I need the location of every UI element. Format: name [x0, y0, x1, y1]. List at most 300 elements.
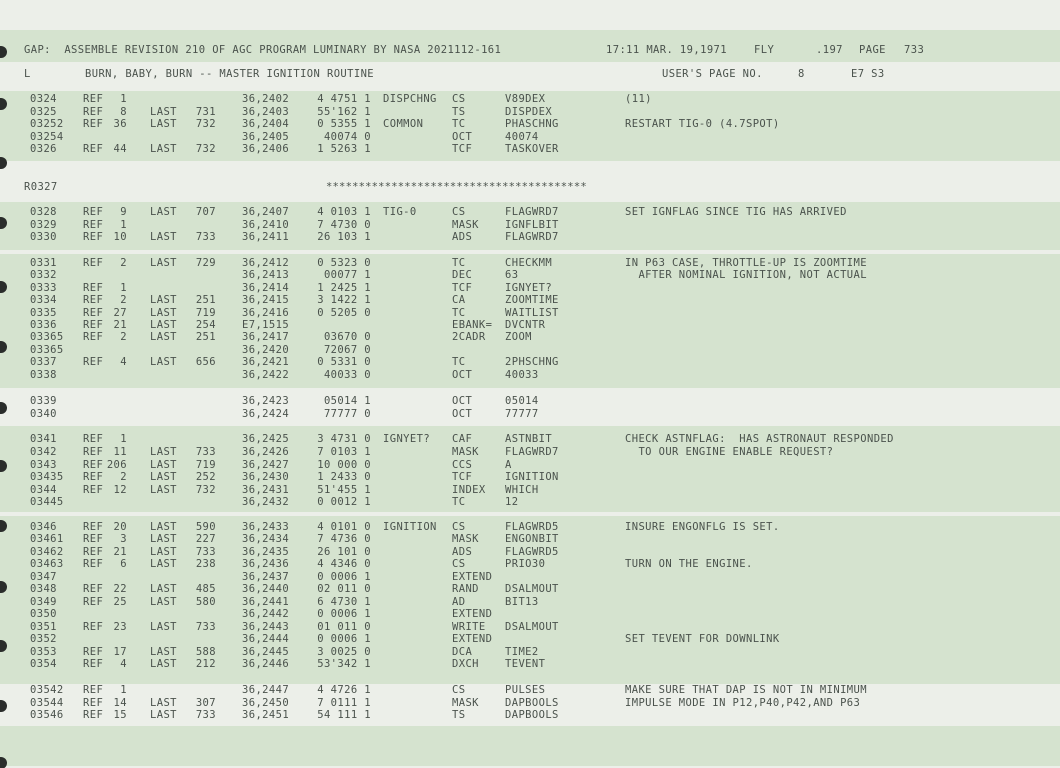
cell-refn: 9	[120, 206, 127, 218]
cell-op: EXTEND	[452, 633, 493, 645]
listing-row	[0, 621, 1040, 633]
cell-addr: 36,2447	[242, 684, 290, 696]
cell-line: 0354	[30, 658, 57, 670]
cell-ref: REF	[83, 709, 104, 721]
cell-operand: TIME2	[505, 646, 539, 658]
cell-addr: 36,2446	[242, 658, 290, 670]
cell-addr: 36,2430	[242, 471, 290, 483]
subheader-title: BURN, BABY, BURN -- MASTER IGNITION ROUTINE	[85, 68, 375, 80]
cell-refn: 10	[113, 231, 127, 243]
cell-lastn: 238	[195, 558, 216, 570]
listing-row	[0, 697, 1040, 709]
cell-operand: BIT13	[505, 596, 539, 608]
cell-operand: DSALMOUT	[505, 583, 559, 595]
cell-operand: ASTNBIT	[505, 433, 553, 445]
cell-lastn: 732	[195, 118, 216, 130]
cell-label: DISPCHNG	[383, 93, 437, 105]
cell-operand: 05014	[505, 395, 539, 407]
cell-ref: REF	[83, 596, 104, 608]
cell-refn: 1	[120, 433, 127, 445]
cell-word: 05014 1	[323, 395, 371, 407]
cell-operand: 2PHSCHNG	[505, 356, 559, 368]
cell-comment: INSURE ENGONFLG IS SET.	[625, 521, 780, 533]
cell-ref: REF	[83, 484, 104, 496]
header-version: .197	[816, 44, 843, 56]
cell-operand: WAITLIST	[505, 307, 559, 319]
cell-op: CS	[452, 93, 466, 105]
cell-refn: 22	[113, 583, 127, 595]
listing-row	[0, 219, 1040, 231]
green-band	[0, 726, 1060, 766]
cell-addr: 36,2437	[242, 571, 290, 583]
cell-refn: 6	[120, 558, 127, 570]
cell-ref: REF	[83, 621, 104, 633]
cell-op: OCT	[452, 395, 473, 407]
cell-addr: 36,2433	[242, 521, 290, 533]
cell-operand: ZOOMTIME	[505, 294, 559, 306]
cell-word: 7 4730 0	[317, 219, 371, 231]
cell-op: MASK	[452, 446, 479, 458]
listing-row	[0, 496, 1040, 508]
listing-row	[0, 106, 1040, 118]
cell-lastn: 707	[195, 206, 216, 218]
cell-ref: REF	[83, 143, 104, 155]
cell-lastn: 212	[195, 658, 216, 670]
cell-ref: REF	[83, 231, 104, 243]
cell-word: 40033 0	[323, 369, 371, 381]
cell-operand: PRIO30	[505, 558, 546, 570]
listing-row	[0, 633, 1040, 645]
cell-word: 10 000 0	[317, 459, 371, 471]
cell-line: 0335	[30, 307, 57, 319]
cell-label: IGNYET?	[383, 433, 431, 445]
cell-line: 0348	[30, 583, 57, 595]
cell-lastn: 733	[195, 709, 216, 721]
cell-operand: ZOOM	[505, 331, 532, 343]
cell-op: EXTEND	[452, 608, 493, 620]
cell-last: LAST	[150, 356, 177, 368]
cell-operand: IGNITION	[505, 471, 559, 483]
cell-word: 3 0025 0	[317, 646, 371, 658]
cell-addr: 36,2403	[242, 106, 290, 118]
cell-addr: 36,2402	[242, 93, 290, 105]
cell-word: 4 0103 1	[317, 206, 371, 218]
cell-line: 0328	[30, 206, 57, 218]
listing-row	[0, 558, 1040, 570]
users-page-number: 8	[798, 68, 805, 80]
cell-word: 7 0111 1	[317, 697, 371, 709]
cell-addr: 36,2412	[242, 257, 290, 269]
cell-refn: 14	[113, 697, 127, 709]
cell-line: 03462	[30, 546, 64, 558]
cell-label: IGNITION	[383, 521, 437, 533]
cell-op: DEC	[452, 269, 473, 281]
cell-op: MASK	[452, 219, 479, 231]
cell-addr: 36,2435	[242, 546, 290, 558]
cell-addr: 36,2413	[242, 269, 290, 281]
cell-addr: 36,2434	[242, 533, 290, 545]
cell-word: 0 5205 0	[317, 307, 371, 319]
listing-row	[0, 596, 1040, 608]
cell-line: 0346	[30, 521, 57, 533]
cell-operand: DSALMOUT	[505, 621, 559, 633]
cell-addr: 36,2406	[242, 143, 290, 155]
cell-addr: 36,2443	[242, 621, 290, 633]
cell-last: LAST	[150, 646, 177, 658]
cell-line: 03546	[30, 709, 64, 721]
cell-addr: 36,2422	[242, 369, 290, 381]
cell-word: 4 4726 1	[317, 684, 371, 696]
cell-word: 0 0012 1	[317, 496, 371, 508]
cell-operand: PHASCHNG	[505, 118, 559, 130]
cell-word: 6 4730 1	[317, 596, 371, 608]
listing-row	[0, 709, 1040, 721]
cell-line: 03461	[30, 533, 64, 545]
header-page-label: PAGE	[859, 44, 886, 56]
cell-line: 0324	[30, 93, 57, 105]
cell-operand: PULSES	[505, 684, 546, 696]
cell-comment: TO OUR ENGINE ENABLE REQUEST?	[625, 446, 834, 458]
cell-line: 0343	[30, 459, 57, 471]
cell-line: 03463	[30, 558, 64, 570]
cell-word: 72067 0	[323, 344, 371, 356]
cell-lastn: 719	[195, 459, 216, 471]
cell-addr: 36,2407	[242, 206, 290, 218]
cell-ref: REF	[83, 521, 104, 533]
cell-ref: REF	[83, 684, 104, 696]
cell-operand: 40033	[505, 369, 539, 381]
listing-row	[0, 433, 1040, 445]
header-title: GAP: ASSEMBLE REVISION 210 OF AGC PROGRAM LUMINARY BY NASA 2021112-161	[24, 44, 502, 56]
cell-refn: 1	[120, 684, 127, 696]
listing-row	[0, 533, 1040, 545]
cell-word: 1 2425 1	[317, 282, 371, 294]
listing-row	[0, 446, 1040, 458]
subheader-log: L	[24, 68, 31, 80]
cell-op: CS	[452, 558, 466, 570]
cell-word: 0 5331 0	[317, 356, 371, 368]
cell-word: 51'455 1	[317, 484, 371, 496]
feed-hole	[0, 157, 7, 169]
cell-refn: 23	[113, 621, 127, 633]
cell-op: TC	[452, 496, 466, 508]
cell-op: AD	[452, 596, 466, 608]
cell-comment: RESTART TIG-0 (4.7SPOT)	[625, 118, 780, 130]
cell-last: LAST	[150, 533, 177, 545]
listing-row	[0, 118, 1040, 130]
cell-op: MASK	[452, 533, 479, 545]
cell-refn: 44	[113, 143, 127, 155]
cell-refn: 1	[120, 282, 127, 294]
cell-ref: REF	[83, 533, 104, 545]
cell-operand: TEVENT	[505, 658, 546, 670]
cell-word: 4 4346 0	[317, 558, 371, 570]
cell-op: CAF	[452, 433, 473, 445]
cell-word: 01 011 0	[317, 621, 371, 633]
cell-line: 0326	[30, 143, 57, 155]
listing-row	[0, 369, 1040, 381]
cell-operand: FLAGWRD5	[505, 521, 559, 533]
listing-row	[0, 131, 1040, 143]
cell-ref: REF	[83, 118, 104, 130]
cell-addr: 36,2423	[242, 395, 290, 407]
cell-refn: 2	[120, 331, 127, 343]
cell-addr: 36,2415	[242, 294, 290, 306]
cell-last: LAST	[150, 596, 177, 608]
cell-line: 0347	[30, 571, 57, 583]
cell-addr: 36,2440	[242, 583, 290, 595]
cell-op: WRITE	[452, 621, 486, 633]
cell-op: CS	[452, 521, 466, 533]
cell-lastn: 227	[195, 533, 216, 545]
cell-word: 3 1422 1	[317, 294, 371, 306]
header-date: 17:11 MAR. 19,1971	[606, 44, 727, 56]
cell-op: TC	[452, 356, 466, 368]
cell-op: OCT	[452, 131, 473, 143]
cell-ref: REF	[83, 282, 104, 294]
cell-word: 0 0006 1	[317, 608, 371, 620]
listing-row	[0, 546, 1040, 558]
cell-lastn: 733	[195, 446, 216, 458]
cell-comment: TURN ON THE ENGINE.	[625, 558, 753, 570]
cell-addr: 36,2445	[242, 646, 290, 658]
cell-addr: 36,2431	[242, 484, 290, 496]
cell-op: RAND	[452, 583, 479, 595]
cell-last: LAST	[150, 143, 177, 155]
cell-ref: REF	[83, 294, 104, 306]
cell-refn: 4	[120, 658, 127, 670]
cell-addr: 36,2404	[242, 118, 290, 130]
cell-line: 0350	[30, 608, 57, 620]
cell-line: 0336	[30, 319, 57, 331]
cell-op: DXCH	[452, 658, 479, 670]
cell-line: 03435	[30, 471, 64, 483]
cell-addr: 36,2410	[242, 219, 290, 231]
listing-row	[0, 521, 1040, 533]
cell-ref: REF	[83, 331, 104, 343]
cell-word: 1 2433 0	[317, 471, 371, 483]
cell-comment: SET TEVENT FOR DOWNLINK	[625, 633, 780, 645]
cell-refn: 25	[113, 596, 127, 608]
cell-word: 7 0103 1	[317, 446, 371, 458]
cell-operand: CHECKMM	[505, 257, 553, 269]
cell-last: LAST	[150, 446, 177, 458]
cell-refn: 8	[120, 106, 127, 118]
cell-addr: 36,2426	[242, 446, 290, 458]
cell-op: 2CADR	[452, 331, 486, 343]
listing-row	[0, 93, 1040, 105]
listing-row	[0, 257, 1040, 269]
cell-label: TIG-0	[383, 206, 417, 218]
cell-line: 03252	[30, 118, 64, 130]
cell-operand: IGNFLBIT	[505, 219, 559, 231]
cell-line: 0339	[30, 395, 57, 407]
cell-last: LAST	[150, 521, 177, 533]
listing-row	[0, 344, 1040, 356]
cell-refn: 17	[113, 646, 127, 658]
cell-comment: AFTER NOMINAL IGNITION, NOT ACTUAL	[625, 269, 867, 281]
cell-lastn: 251	[195, 294, 216, 306]
cell-word: 0 0006 1	[317, 571, 371, 583]
cell-line: 0340	[30, 408, 57, 420]
cell-last: LAST	[150, 583, 177, 595]
cell-word: 4 0101 0	[317, 521, 371, 533]
cell-addr: 36,2416	[242, 307, 290, 319]
cell-lastn: 732	[195, 484, 216, 496]
cell-lastn: 733	[195, 621, 216, 633]
listing-row	[0, 282, 1040, 294]
cell-comment: SET IGNFLAG SINCE TIG HAS ARRIVED	[625, 206, 847, 218]
cell-addr: 36,2417	[242, 331, 290, 343]
cell-lastn: 252	[195, 471, 216, 483]
cell-last: LAST	[150, 106, 177, 118]
cell-lastn: 733	[195, 546, 216, 558]
cell-word: 53'342 1	[317, 658, 371, 670]
cell-line: 03365	[30, 344, 64, 356]
cell-ref: REF	[83, 356, 104, 368]
cell-ref: REF	[83, 471, 104, 483]
cell-op: OCT	[452, 369, 473, 381]
cell-operand: ENGONBIT	[505, 533, 559, 545]
cell-word: 26 103 1	[317, 231, 371, 243]
cell-line: 0329	[30, 219, 57, 231]
cell-operand: 40074	[505, 131, 539, 143]
header-mode: FLY	[754, 44, 775, 56]
cell-refn: 11	[113, 446, 127, 458]
listing-row	[0, 408, 1040, 420]
cell-line: 0337	[30, 356, 57, 368]
subheader-code: E7 S3	[851, 68, 885, 80]
listing-row	[0, 608, 1040, 620]
cell-operand: TASKOVER	[505, 143, 559, 155]
cell-line: 0331	[30, 257, 57, 269]
listing-row	[0, 395, 1040, 407]
listing-row	[0, 658, 1040, 670]
cell-op: EXTEND	[452, 571, 493, 583]
separator-line	[24, 181, 1044, 193]
cell-refn: 1	[120, 93, 127, 105]
listing-row	[0, 319, 1040, 331]
cell-line: 0325	[30, 106, 57, 118]
cell-addr: 36,2450	[242, 697, 290, 709]
listing-row	[0, 206, 1040, 218]
cell-addr: 36,2442	[242, 608, 290, 620]
cell-last: LAST	[150, 558, 177, 570]
cell-ref: REF	[83, 106, 104, 118]
cell-line: 03445	[30, 496, 64, 508]
cell-comment: CHECK ASTNFLAG: HAS ASTRONAUT RESPONDED	[625, 433, 894, 445]
cell-addr: 36,2420	[242, 344, 290, 356]
cell-lastn: 254	[195, 319, 216, 331]
cell-operand: 12	[505, 496, 519, 508]
cell-refn: 2	[120, 471, 127, 483]
cell-lastn: 719	[195, 307, 216, 319]
cell-op: OCT	[452, 408, 473, 420]
cell-refn: 21	[113, 319, 127, 331]
cell-op: CCS	[452, 459, 473, 471]
cell-line: 0334	[30, 294, 57, 306]
cell-op: EBANK=	[452, 319, 493, 331]
listing-row	[0, 294, 1040, 306]
listing-row	[0, 231, 1040, 243]
cell-lastn: 732	[195, 143, 216, 155]
listing-row	[0, 331, 1040, 343]
cell-refn: 2	[120, 257, 127, 269]
cell-refn: 27	[113, 307, 127, 319]
cell-line: 0349	[30, 596, 57, 608]
cell-lastn: 588	[195, 646, 216, 658]
separator-label: R0327	[24, 181, 58, 193]
cell-last: LAST	[150, 319, 177, 331]
cell-line: 0352	[30, 633, 57, 645]
cell-line: 0344	[30, 484, 57, 496]
cell-operand: DVCNTR	[505, 319, 546, 331]
cell-word: 03670 0	[323, 331, 371, 343]
cell-addr: 36,2444	[242, 633, 290, 645]
cell-word: 4 4751 1	[317, 93, 371, 105]
cell-op: CS	[452, 684, 466, 696]
cell-word: 77777 0	[323, 408, 371, 420]
cell-operand: DAPBOOLS	[505, 697, 559, 709]
listing-row	[0, 484, 1040, 496]
cell-op: ADS	[452, 546, 473, 558]
cell-last: LAST	[150, 546, 177, 558]
cell-word: 00077 1	[323, 269, 371, 281]
cell-op: TCF	[452, 143, 473, 155]
separator-stars: ****************************************	[326, 181, 587, 193]
cell-line: 0351	[30, 621, 57, 633]
cell-last: LAST	[150, 658, 177, 670]
cell-ref: REF	[83, 307, 104, 319]
cell-op: MASK	[452, 697, 479, 709]
cell-operand: V89DEX	[505, 93, 546, 105]
cell-last: LAST	[150, 231, 177, 243]
cell-op: TS	[452, 709, 466, 721]
cell-ref: REF	[83, 658, 104, 670]
cell-operand: IGNYET?	[505, 282, 553, 294]
cell-addr: 36,2421	[242, 356, 290, 368]
cell-last: LAST	[150, 709, 177, 721]
cell-word: 7 4736 0	[317, 533, 371, 545]
cell-addr: 36,2436	[242, 558, 290, 570]
cell-line: 03542	[30, 684, 64, 696]
cell-comment: IMPULSE MODE IN P12,P40,P42,AND P63	[625, 697, 861, 709]
cell-ref: REF	[83, 697, 104, 709]
cell-lastn: 656	[195, 356, 216, 368]
cell-op: DCA	[452, 646, 473, 658]
cell-last: LAST	[150, 118, 177, 130]
listing-row	[0, 646, 1040, 658]
cell-ref: REF	[83, 558, 104, 570]
cell-ref: REF	[83, 206, 104, 218]
cell-ref: REF	[83, 646, 104, 658]
cell-lastn: 731	[195, 106, 216, 118]
cell-refn: 36	[113, 118, 127, 130]
listing-row	[0, 459, 1040, 471]
cell-operand: 63	[505, 269, 519, 281]
cell-refn: 2	[120, 294, 127, 306]
cell-operand: FLAGWRD5	[505, 546, 559, 558]
cell-operand: WHICH	[505, 484, 539, 496]
cell-line: 0341	[30, 433, 57, 445]
cell-line: 0330	[30, 231, 57, 243]
cell-refn: 12	[113, 484, 127, 496]
cell-op: ADS	[452, 231, 473, 243]
cell-addr: 36,2414	[242, 282, 290, 294]
feed-hole	[0, 757, 7, 768]
cell-addr: 36,2411	[242, 231, 290, 243]
users-page-label: USER'S PAGE NO.	[662, 68, 763, 80]
